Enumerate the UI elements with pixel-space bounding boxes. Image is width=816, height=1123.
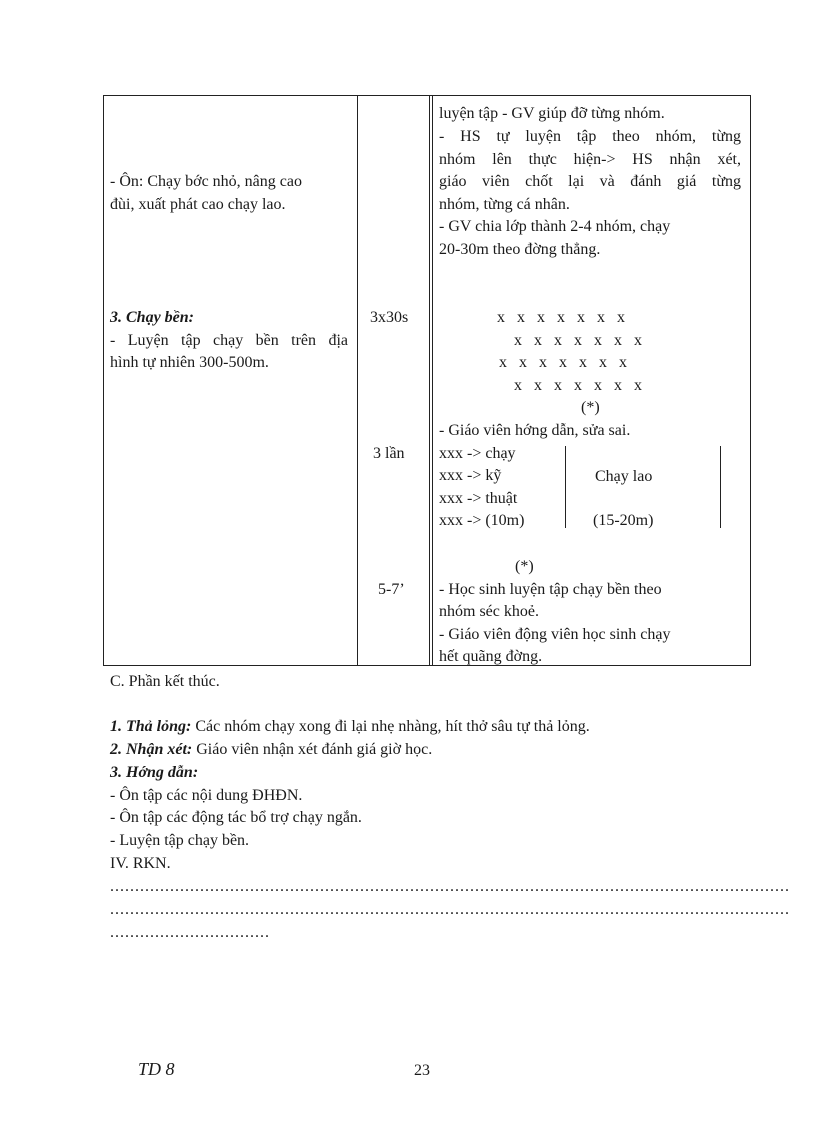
row1-right-line-3: nhóm lên thực hiện-> HS nhận xét,	[439, 151, 741, 168]
diagram-distance: (15-20m)	[593, 512, 654, 529]
notes-line-3: - Giáo viên động viên học sinh chạy	[439, 626, 671, 643]
formation-row-4: x x x x x x x	[514, 377, 642, 394]
row1-right-line-2: - HS tự luyện tập theo nhóm, từng	[439, 128, 741, 145]
formation-row-3: x x x x x x x	[499, 354, 627, 371]
row1-right-line-7: 20-30m theo đờng thẳng.	[439, 241, 601, 258]
item-2	[110, 739, 432, 761]
star-marker-2: (*)	[515, 558, 534, 575]
row1-left-line-2: đùi, xuất phát cao chạy lao.	[110, 196, 286, 213]
table-border-left	[103, 95, 104, 666]
rkn-heading: IV. RKN.	[110, 855, 171, 872]
diagram-left-3: xxx -> thuật	[439, 490, 518, 507]
time-3-lan: 3 lần	[373, 445, 405, 462]
item-3-label: 3. Hớng dẫn:	[110, 764, 199, 781]
dotted-line-3: ................................	[110, 924, 270, 941]
table-divider-1	[357, 95, 358, 666]
section-c-title: C. Phần kết thúc.	[110, 673, 220, 690]
notes-line-4: hết quãng đờng.	[439, 648, 543, 665]
diagram-divider-left	[565, 446, 566, 528]
item-2-text: Giáo viên nhận xét đánh giá giờ học.	[192, 741, 433, 758]
diagram-left-2: xxx -> kỹ	[439, 467, 502, 484]
row1-right-line-1: luyện tập - GV giúp đỡ từng nhóm.	[439, 105, 665, 122]
instruction-text: - Giáo viên hớng dẫn, sửa sai.	[439, 422, 631, 439]
table-divider-2	[429, 95, 430, 666]
diagram-chay-lao: Chạy lao	[595, 468, 653, 485]
diagram-divider-right	[720, 446, 721, 528]
time-5-7: 5-7’	[378, 581, 405, 598]
item-1-label: 1. Thả lỏng:	[110, 718, 192, 735]
table-border-bottom	[103, 665, 751, 666]
row2-left-line-1: - Luyện tập chạy bền trên địa	[110, 332, 348, 349]
row1-right-line-4: giáo viên chốt lại và đánh giá từng	[439, 173, 741, 190]
bullet-1: - Ôn tập các nội dung ĐHĐN.	[110, 787, 303, 804]
item-1-text: Các nhóm chạy xong đi lại nhẹ nhàng, hít thở sâu tự thả lỏng.	[191, 718, 590, 735]
row1-right-line-5: nhóm, từng cá nhân.	[439, 196, 570, 213]
formation-row-1: x x x x x x x	[497, 309, 625, 326]
item-1	[110, 716, 590, 738]
row2-left-line-2: hình tự nhiên 300-500m.	[110, 354, 269, 371]
item-2-label: 2. Nhận xét:	[110, 741, 193, 758]
table-border-top	[103, 95, 751, 96]
notes-line-1: - Học sinh luyện tập chạy bền theo	[439, 581, 662, 598]
bullet-2: - Ôn tập các động tác bổ trợ chạy ngắn.	[110, 809, 362, 826]
page-number: 23	[414, 1062, 430, 1079]
row2-heading: 3. Chạy bền:	[110, 309, 194, 326]
row1-left-line-1: - Ôn: Chạy bớc nhỏ, nâng cao	[110, 173, 302, 190]
star-marker-1: (*)	[581, 399, 600, 416]
table-divider-2b	[432, 95, 433, 666]
dotted-line-1: ........................................................................................................................................	[110, 878, 790, 895]
bullet-3: - Luyện tập chạy bền.	[110, 832, 250, 849]
diagram-left-1: xxx -> chạy	[439, 445, 516, 462]
row1-right-line-6: - GV chia lớp thành 2-4 nhóm, chạy	[439, 218, 671, 235]
notes-line-2: nhóm séc khoẻ.	[439, 603, 539, 620]
diagram-left-4: xxx -> (10m)	[439, 512, 525, 529]
formation-row-2: x x x x x x x	[514, 332, 642, 349]
table-border-right	[750, 95, 751, 666]
dotted-line-2: ........................................................................................................................................	[110, 901, 790, 918]
footer-left: TD 8	[138, 1059, 175, 1079]
time-3x30s: 3x30s	[370, 309, 409, 326]
